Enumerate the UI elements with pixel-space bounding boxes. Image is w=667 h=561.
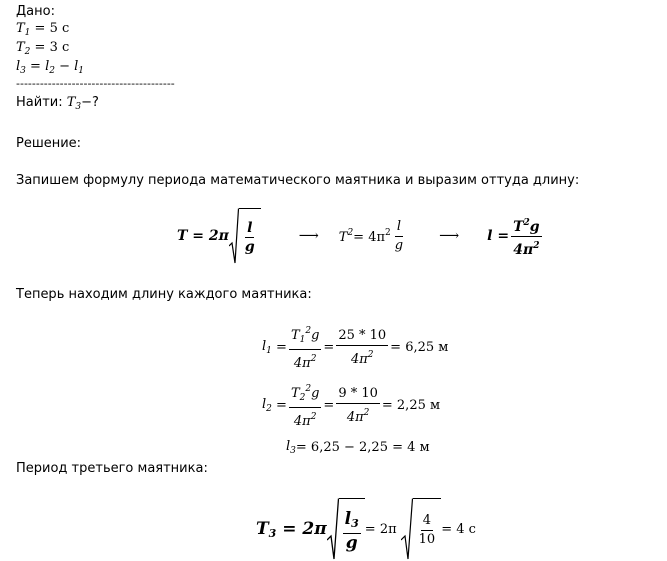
- final-result: = 4 с: [441, 521, 476, 537]
- sqrt-icon: [401, 498, 413, 560]
- find-var: T: [66, 95, 76, 110]
- find-suffix: −?: [81, 95, 99, 110]
- given-l3: [16, 59, 84, 76]
- formula1-sqrt: [229, 208, 261, 264]
- given-t1: [16, 21, 69, 38]
- final-den2: 10: [418, 532, 436, 547]
- step1-text: Запишем формулу периода математического маятника и выразим оттуда длину:: [16, 173, 580, 188]
- final-sqrt-2: [401, 498, 442, 560]
- final-num: $l_3$: [343, 511, 361, 534]
- arrow-2: ⟶: [439, 228, 460, 244]
- formula1-den: g: [244, 239, 255, 255]
- t1-var: T: [16, 21, 25, 36]
- l2-num: $T_2^2g$: [289, 381, 321, 408]
- l1-equation: $l_1$ = $\frac{T_1^2g}{4\pi^2}$ = $\frac{25 * 10}{4\pi^2}$ = 6,25 м: [262, 323, 448, 372]
- l3-minus-l1: − l: [54, 59, 79, 74]
- solution-label: Решение:: [16, 136, 82, 151]
- formula2-num: l: [395, 219, 403, 237]
- step2-text: Теперь находим длину каждого маятника:: [16, 287, 312, 302]
- formula2-den: g: [394, 237, 404, 253]
- final-lhs: $T_3 = 2\pi$: [256, 518, 327, 540]
- t1-sub: 1: [24, 28, 31, 38]
- formula2-eq: = $4\pi^2$: [353, 227, 391, 245]
- formula1-lhs: T = 2π: [177, 228, 229, 244]
- l2-den2: $4\pi^2$: [346, 407, 370, 425]
- l3-var: l: [16, 59, 21, 74]
- formula1-num: l: [247, 220, 253, 236]
- formula3-lhs: l =: [487, 228, 510, 244]
- find-line: [16, 95, 99, 112]
- l2-lhs: $l_2$: [262, 397, 272, 414]
- l1-num: $T_1^2g$: [289, 323, 321, 350]
- l1-den2: $4\pi^2$: [350, 349, 374, 367]
- l3-sub: 3: [20, 66, 26, 76]
- l1-sub: 1: [78, 66, 85, 76]
- step3-text: Период третьего маятника:: [16, 461, 208, 476]
- l2-den: $4\pi^2$: [293, 412, 317, 429]
- formula-period: [177, 208, 544, 264]
- given-header: Дано:: [16, 4, 55, 19]
- l3calc-lhs: $l_3$: [286, 439, 296, 456]
- l1-lhs: $l_1$: [262, 339, 272, 356]
- final-den: g: [345, 532, 358, 553]
- given-t2: [16, 40, 69, 57]
- t2-value: = 3 с: [30, 40, 70, 55]
- l1-result: = 6,25 м: [390, 340, 449, 355]
- t2-sub: 2: [24, 47, 31, 57]
- l3-equation: [286, 439, 430, 456]
- find-label: Найти:: [16, 95, 67, 110]
- sqrt-icon: [229, 208, 239, 264]
- l3-eq-l2: = l: [25, 59, 50, 74]
- formula3-num: $T^2g$: [511, 215, 541, 237]
- l2-num2: 9 * 10: [336, 386, 380, 404]
- arrow-1: ⟶: [298, 228, 319, 244]
- t2-var: T: [16, 40, 25, 55]
- given-divider: ----------------------------------------: [16, 77, 175, 90]
- final-num2: 4: [421, 513, 433, 531]
- final-sqrt-1: [327, 498, 365, 560]
- formula3-den: $4\pi^2$: [513, 240, 540, 258]
- t1-value: = 5 с: [30, 21, 70, 36]
- find-sub: 3: [75, 102, 82, 112]
- l1-den: $4\pi^2$: [293, 354, 317, 371]
- l1-num2: 25 * 10: [336, 328, 388, 346]
- formula2-t2: $T^2$: [338, 227, 354, 245]
- l3calc-rhs: = 6,25 − 2,25 = 4 м: [295, 440, 430, 455]
- sqrt-icon: [327, 498, 339, 560]
- l2-result: = 2,25 м: [381, 398, 441, 413]
- l2-equation: $l_2$ = $\frac{T_2^2g}{4\pi^2}$ = $\frac{9 * 10}{4\pi^2}$ = 2,25 м: [262, 381, 440, 430]
- final-equation: [256, 498, 476, 560]
- final-eq2: = 2π: [364, 521, 397, 537]
- l2-sub: 2: [49, 66, 55, 76]
